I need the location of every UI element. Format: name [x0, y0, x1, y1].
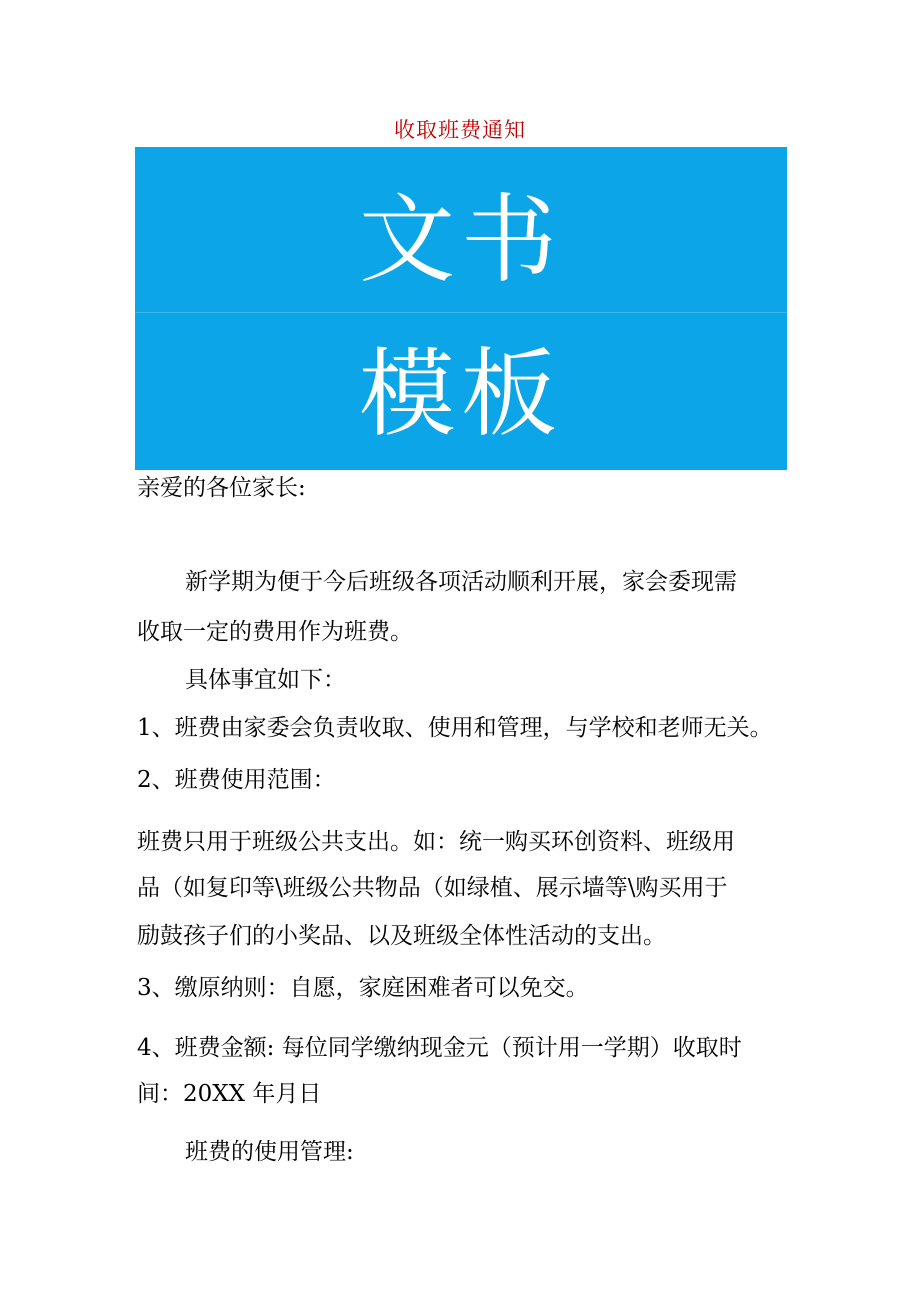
details-heading: 具体事宜如下： — [185, 667, 346, 693]
item-4-line-2: 间：20XX 年月日 — [137, 1081, 322, 1107]
banner-divider — [135, 312, 787, 313]
banner-line-2: 模板 — [359, 338, 563, 450]
item-4-line-1: 4、班费金额: 每位同学缴纳现金元（预计用一学期）收取时 — [137, 1035, 742, 1061]
usage-line-3: 励鼓孩子们的小奖品、以及班级全体性活动的支出。 — [137, 923, 666, 949]
management-heading: 班费的使用管理: — [185, 1139, 354, 1165]
salutation: 亲爱的各位家长: — [137, 475, 306, 501]
item-3: 3、缴原纳则：自愿，家庭困难者可以免交。 — [137, 975, 589, 1001]
usage-line-2: 品（如复印等\班级公共物品（如绿植、展示墙等\购买用于 — [137, 875, 728, 901]
item-1: 1、班费由家委会负责收取、使用和管理，与学校和老师无关。 — [137, 715, 773, 741]
intro-line-1: 新学期为便于今后班级各项活动顺利开展，家会委现需 — [185, 569, 737, 595]
template-banner — [135, 147, 787, 470]
intro-line-2: 收取一定的费用作为班费。 — [137, 619, 413, 645]
item-2: 2、班费使用范围： — [137, 767, 336, 793]
banner-line-1: 文书 — [359, 184, 563, 296]
usage-line-1: 班费只用于班级公共支出。如：统一购买环创资料、班级用 — [137, 829, 735, 855]
page-title: 收取班费通知 — [394, 118, 526, 142]
